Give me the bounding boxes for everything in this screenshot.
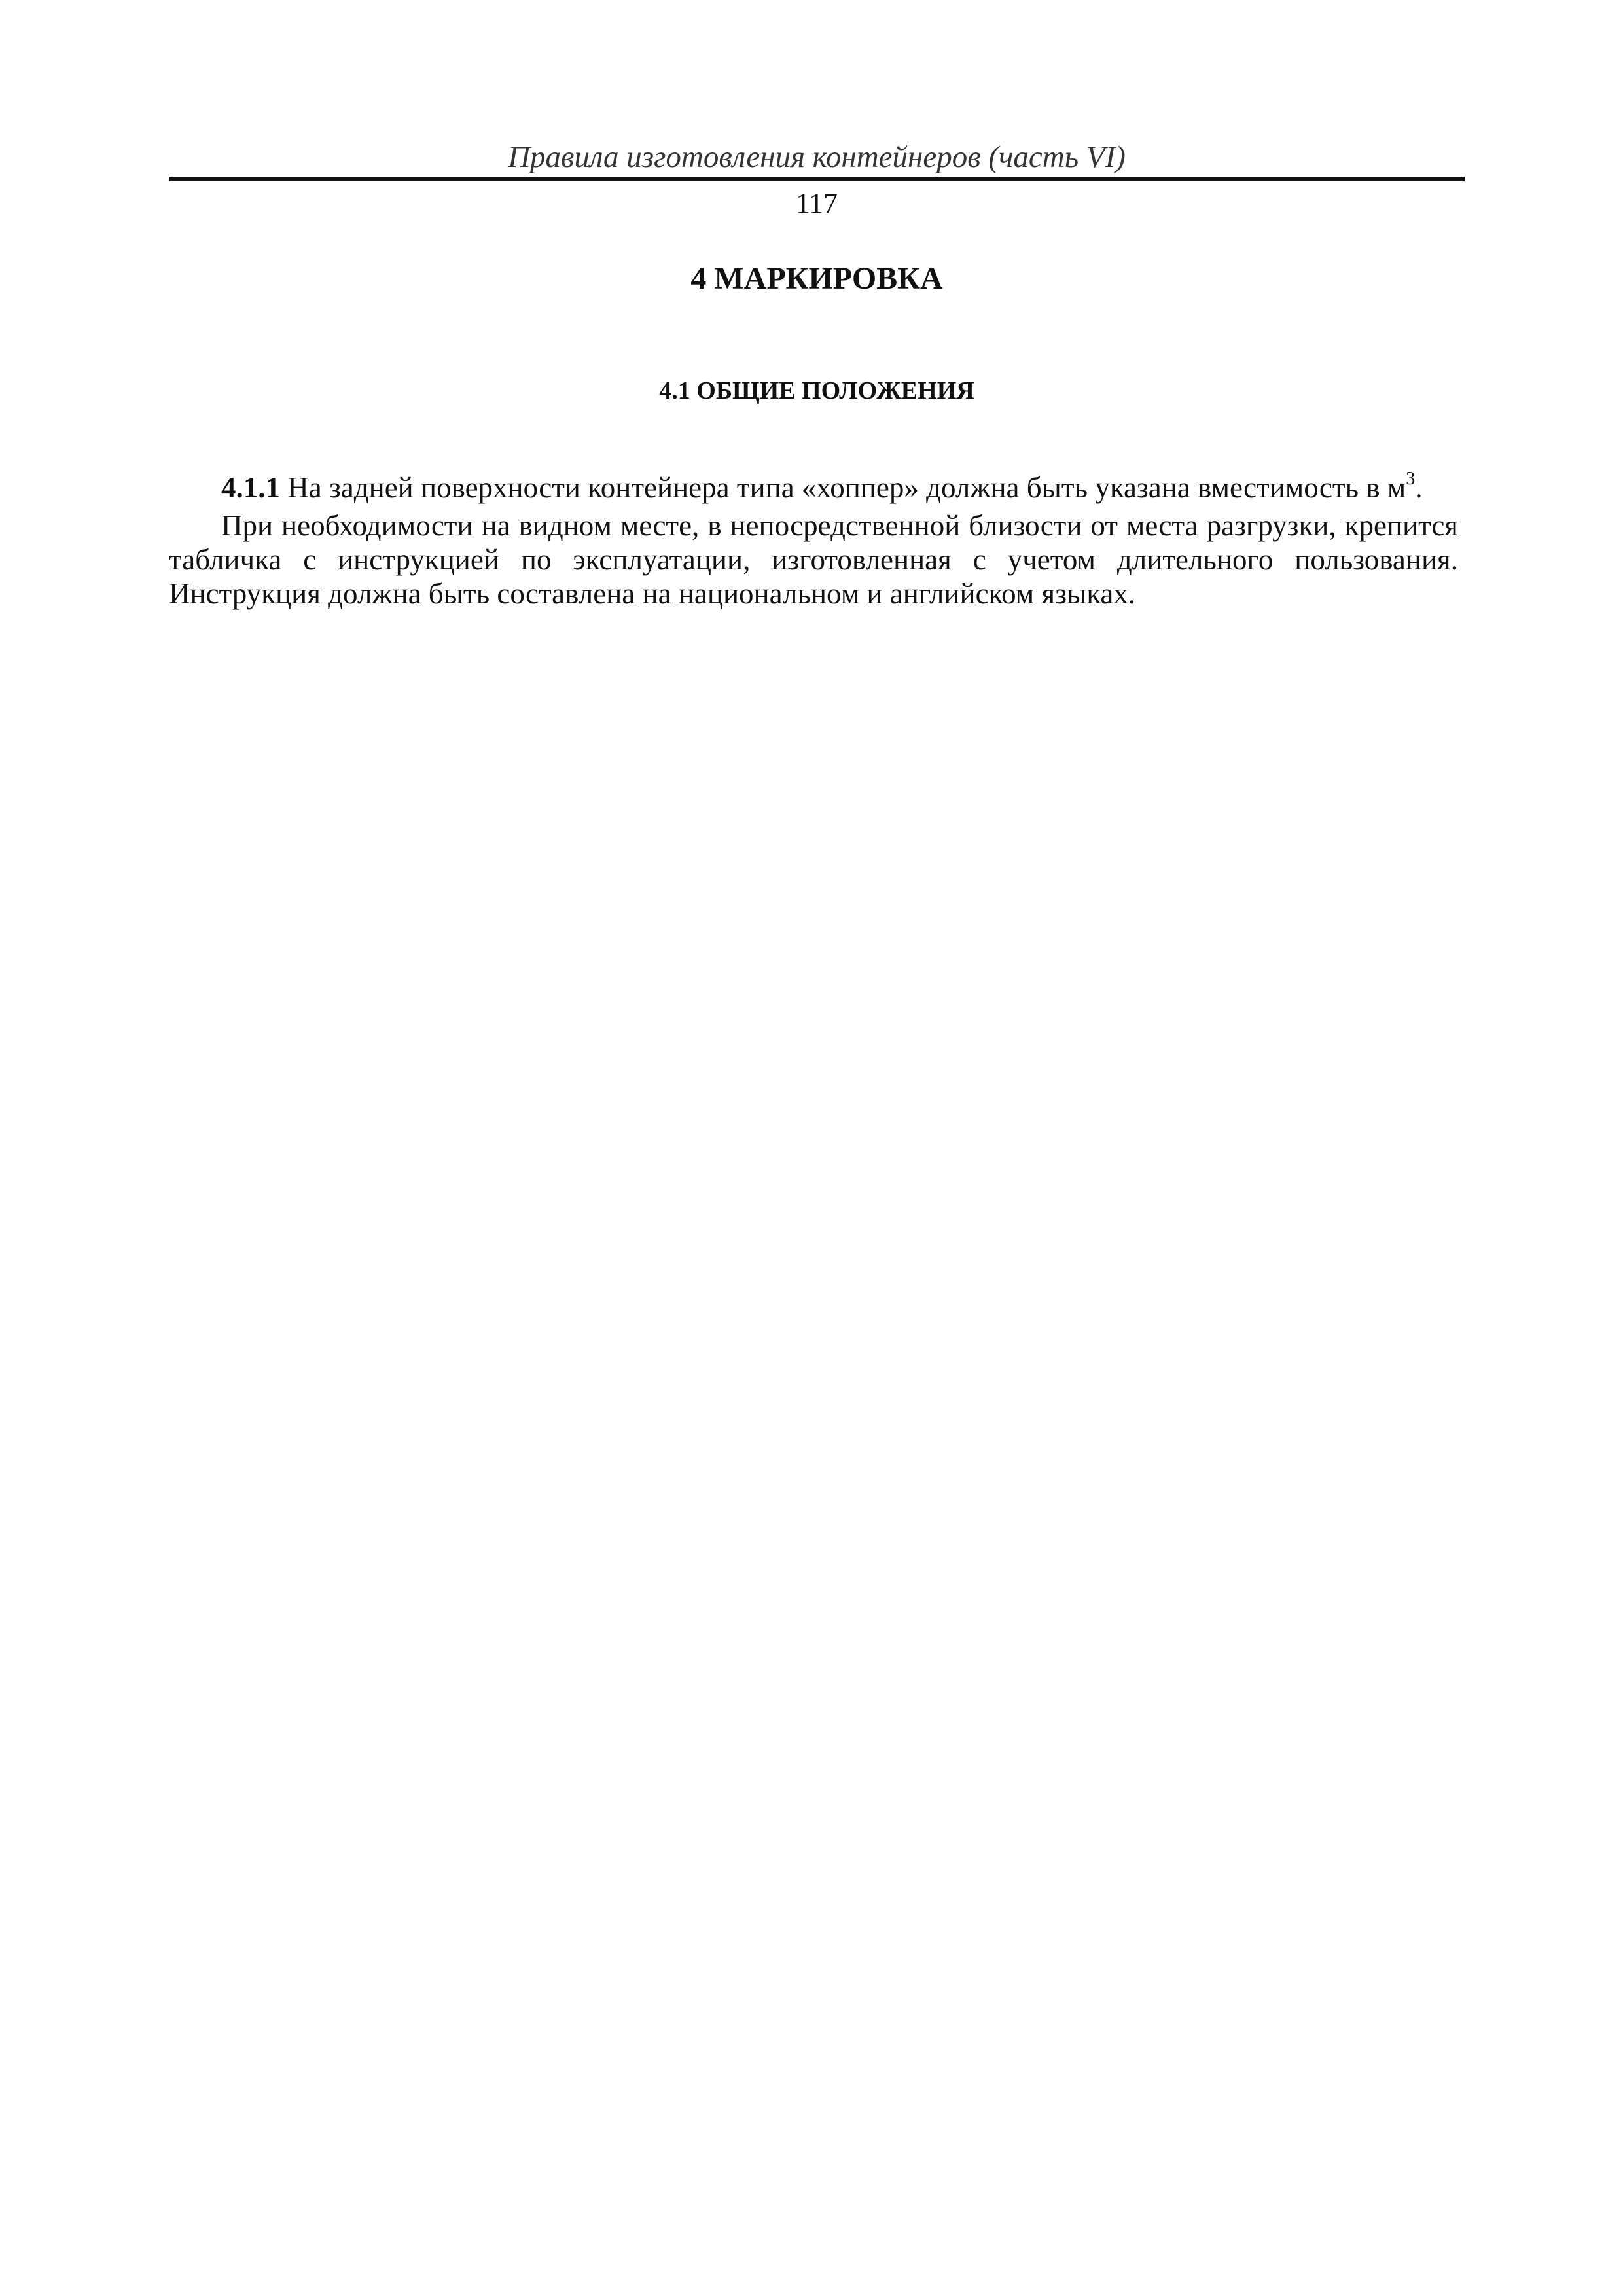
clause-end: . xyxy=(1415,471,1423,504)
chapter-title: 4 МАРКИРОВКА xyxy=(690,261,943,296)
clause-number: 4.1.1 xyxy=(221,471,280,504)
page-number: 117 xyxy=(795,187,838,219)
instruction-plate-paragraph: При необходимости на видном месте, в непосредственной близости от места разгрузки, крепится табличка с инструкцией по эксплуатации, изготовленная с учетом длительного пользования. Инструкция должна быть составлена на национальном и английском языках. xyxy=(169,509,1458,610)
header-divider xyxy=(169,177,1465,181)
clause-4-1-1-paragraph xyxy=(169,471,1458,505)
clause-text: На задней поверхности контейнера типа «хоппер» должна быть указана вместимость в м xyxy=(280,471,1406,504)
section-title: 4.1 ОБЩИЕ ПОЛОЖЕНИЯ xyxy=(659,377,974,404)
unit-superscript: 3 xyxy=(1406,469,1416,489)
running-header-title: Правила изготовления контейнеров (часть VI) xyxy=(508,140,1126,174)
